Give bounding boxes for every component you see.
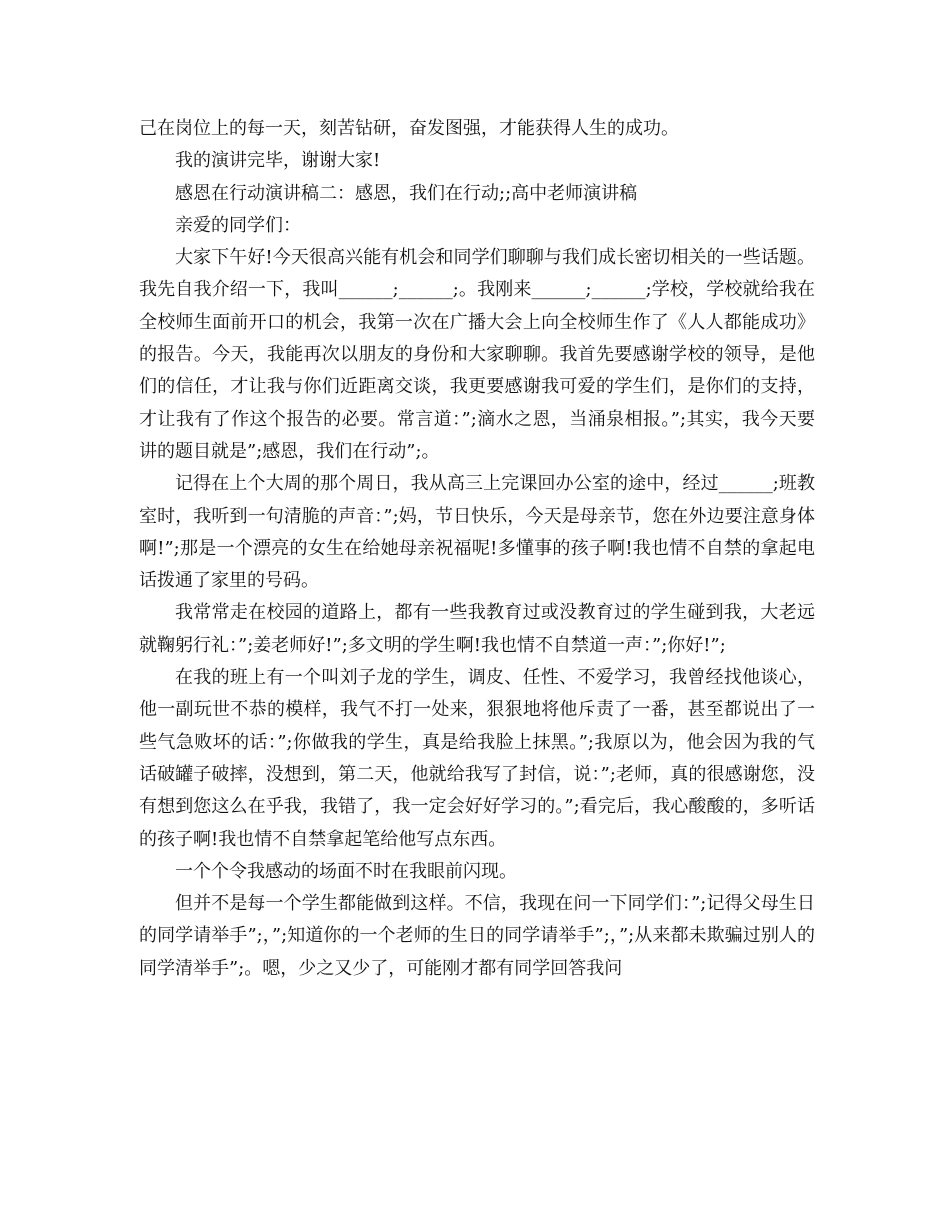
document-body (139, 113, 815, 985)
paragraph-continuation: 己在岗位上的每一天，刻苦钻研，奋发图强，才能获得人生的成功。 (139, 118, 679, 139)
paragraph: 记得在上个大周的那个周日，我从高三上完课回办公室的途中，经过______;班教室时，我听到一句清脆的声音：”;妈，节日快乐，今天是母亲节，您在外边要注意身体啊!”;那是一个漂亮的女生在给她母亲祝福呢!多懂事的孩子啊!我也情不自禁的拿起电话拨通了家里的号码。 (139, 473, 815, 592)
salutation: 亲爱的同学们： (175, 214, 301, 236)
paragraph: 我常常走在校园的道路上，都有一些我教育过或没教育过的学生碰到我，大老远就鞠躬行礼：”;姜老师好!”;多文明的学生啊!我也情不自禁道一声：”;你好!”; (139, 602, 815, 656)
paragraph: 一个个令我感动的场面不时在我眼前闪现。 (175, 860, 517, 882)
paragraph: 在我的班上有一个叫刘子龙的学生，调皮、任性、不爱学习，我曾经找他谈心，他一副玩世不恭的模样，我气不打一处来，狠狠地将他斥责了一番，甚至都说出了一些气急败坏的话：”;你做我的学生，真是给我脸上抹黑。”;我原以为，他会因为我的气话破罐子破摔，没想到，第二天，他就给我写了封信，说：”;老师，真的很感谢您，没有想到您这么在乎我，我错了，我一定会好好学习的。”;看完后，我心酸酸的，多听话的孩子啊!我也情不自禁拿起笔给他写点东西。 (139, 667, 815, 850)
paragraph-closing: 我的演讲完毕，谢谢大家! (175, 150, 381, 172)
section-title: 感恩在行动演讲稿二：感恩，我们在行动;;高中老师演讲稿 (175, 182, 638, 204)
paragraph: 大家下午好!今天很高兴能有机会和同学们聊聊与我们成长密切相关的一些话题。我先自我介绍一下，我叫______;______;。我刚来______;______;学校，学校就给我在全校师生面前开口的机会，我第一次在广播大会上向全校师生作了《人人都能成功》的报告。今天，我能再次以朋友的身份和大家聊聊。我首先要感谢学校的领导，是他们的信任，才让我与你们近距离交谈，我更要感谢我可爱的学生们，是你们的支持，才让我有了作这个报告的必要。常言道：”;滴水之恩，当涌泉相报。”;其实，我今天要讲的题目就是”;感恩，我们在行动”;。 (139, 247, 815, 462)
paragraph: 但并不是每一个学生都能做到这样。不信，我现在问一下同学们：”;记得父母生日的同学请举手”;，”;知道你的一个老师的生日的同学请举手”;，”;从来都未欺骗过别人的同学清举手”;。嗯，少之又少了，可能刚才都有同学回答我问 (139, 893, 815, 979)
